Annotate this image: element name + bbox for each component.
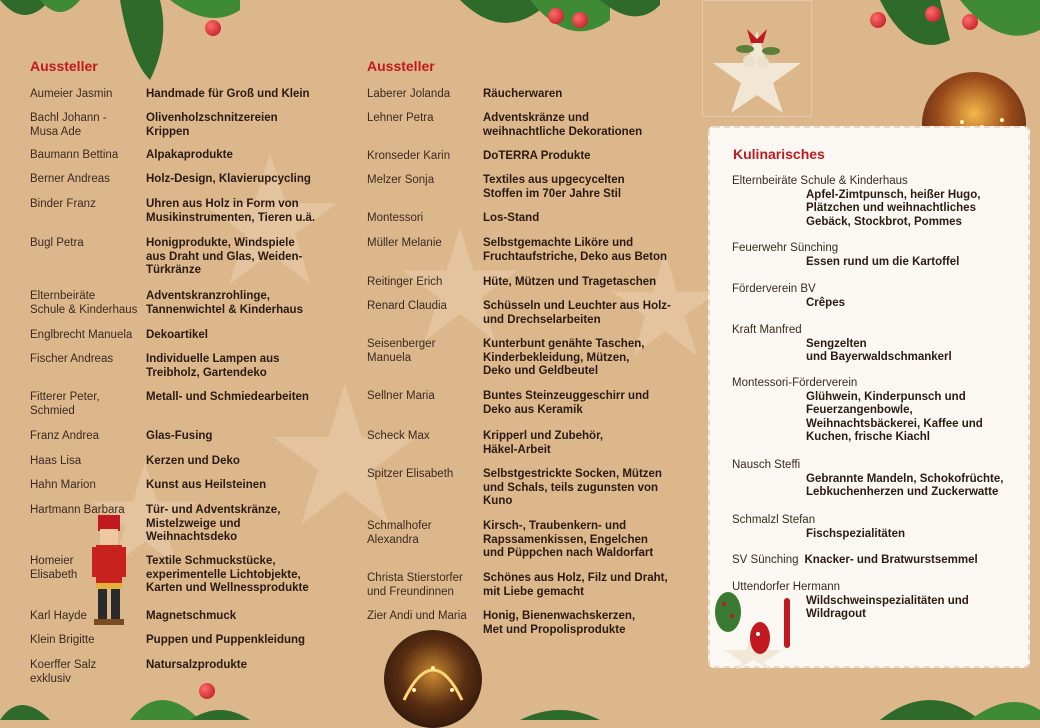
exhibitor-product: Textiles aus upgecycelten Stoffen im 70er Jahre Stil bbox=[483, 174, 625, 200]
exhibitor-name: Aumeier Jasmin bbox=[30, 88, 113, 100]
exhibitor-entry bbox=[30, 479, 266, 493]
holly-leaves-icon bbox=[0, 680, 260, 720]
exhibitor-entry bbox=[367, 150, 591, 164]
exhibitor-entry bbox=[367, 237, 667, 264]
holly-leaves-icon bbox=[0, 0, 80, 30]
exhibitor-entry bbox=[367, 212, 539, 226]
exhibitor-name: Zier Andi und Maria bbox=[367, 610, 467, 622]
holly-leaves-icon bbox=[520, 700, 640, 720]
food-vendor-name: Feuerwehr Sünching bbox=[732, 242, 839, 254]
exhibitor-name: Sellner Maria bbox=[367, 390, 435, 402]
exhibitor-entry bbox=[367, 390, 649, 417]
food-vendor-name: Kraft Manfred bbox=[732, 324, 802, 336]
exhibitor-product: Tür- und Adventskränze, Mistelzweige und Weihnachtsdeko bbox=[146, 504, 281, 543]
food-vendor-items: Sengzelten und Bayerwaldschmankerl bbox=[806, 337, 952, 363]
food-vendor-name: Schmalzl Stefan bbox=[732, 514, 816, 526]
exhibitor-entry bbox=[367, 468, 662, 509]
exhibitor-entry bbox=[30, 237, 302, 278]
exhibitor-product: Kripperl und Zubehör, Häkel-Arbeit bbox=[483, 430, 604, 456]
kulinarisches-heading: Kulinarisches bbox=[733, 146, 825, 162]
exhibitor-name: Spitzer Elisabeth bbox=[367, 468, 454, 480]
exhibitor-entry bbox=[30, 112, 278, 139]
exhibitor-name: Seisenberger Manuela bbox=[367, 338, 436, 364]
exhibitor-entry bbox=[30, 353, 280, 380]
exhibitor-product: Schüsseln und Leuchter aus Holz- und Drechselarbeiten bbox=[483, 300, 671, 326]
exhibitor-product: Honigprodukte, Windspiele aus Draht und Glas, Weiden- Türkränze bbox=[146, 237, 303, 276]
exhibitor-entry bbox=[30, 634, 305, 648]
middle-column-heading: Aussteller bbox=[367, 58, 435, 74]
holly-leaves-icon bbox=[880, 670, 1040, 720]
food-vendor-items: Gebrannte Mandeln, Schokofrüchte, Lebkuchenherzen und Zuckerwatte bbox=[806, 472, 1004, 498]
exhibitor-entry bbox=[30, 329, 208, 343]
berry-icon bbox=[925, 6, 941, 22]
exhibitor-product: Handmade für Groß und Klein bbox=[146, 88, 310, 100]
exhibitor-name: Binder Franz bbox=[30, 198, 96, 210]
exhibitor-name: Renard Claudia bbox=[367, 300, 447, 312]
exhibitor-product: Magnetschmuck bbox=[146, 610, 237, 622]
exhibitor-product: Holz-Design, Klavierupcycling bbox=[146, 173, 311, 185]
exhibitor-entry bbox=[30, 610, 236, 624]
exhibitor-name: Montessori bbox=[367, 212, 424, 224]
exhibitor-product: Los-Stand bbox=[483, 212, 540, 224]
exhibitor-product: Hüte, Mützen und Tragetaschen bbox=[483, 276, 657, 288]
mistletoe-ornament bbox=[702, 0, 812, 117]
exhibitor-product: Honig, Bienenwachskerzen, Met und Propolisprodukte bbox=[483, 610, 636, 636]
exhibitor-product: Selbstgestrickte Socken, Mützen und Schals, teils zugunsten von Kuno bbox=[483, 468, 662, 507]
exhibitor-name: Franz Andrea bbox=[30, 430, 100, 442]
berry-icon bbox=[870, 12, 886, 28]
exhibitor-product: Kunst aus Heilsteinen bbox=[146, 479, 267, 491]
exhibitor-entry bbox=[367, 572, 668, 599]
food-vendor-items: Essen rund um die Kartoffel bbox=[806, 255, 960, 268]
exhibitor-product: Textile Schmuckstücke, experimentelle Lichtobjekte, Karten und Wellnessprodukte bbox=[146, 555, 309, 594]
berry-icon bbox=[962, 14, 978, 30]
exhibitor-name: Karl Hayde bbox=[30, 610, 87, 622]
left-column-heading: Aussteller bbox=[30, 58, 98, 74]
exhibitor-product: DoTERRA Produkte bbox=[483, 150, 591, 162]
market-gate-photo bbox=[384, 630, 482, 728]
food-vendor-entry bbox=[732, 242, 1022, 269]
exhibitor-name: Lehner Petra bbox=[367, 112, 434, 124]
exhibitor-product: Natursalzprodukte bbox=[146, 659, 247, 671]
exhibitor-entry bbox=[367, 174, 625, 201]
holly-leaves-icon bbox=[460, 0, 660, 50]
food-vendor-entry bbox=[732, 175, 1022, 229]
exhibitor-entry bbox=[367, 276, 656, 290]
food-vendor-name: Elternbeiräte Schule & Kinderhaus bbox=[732, 175, 908, 187]
exhibitor-entry bbox=[30, 430, 212, 444]
exhibitor-entry bbox=[30, 391, 309, 418]
exhibitor-name: Koerffer Salz exklusiv bbox=[30, 659, 97, 685]
exhibitor-name: Müller Melanie bbox=[367, 237, 442, 249]
exhibitor-entry bbox=[367, 338, 644, 379]
exhibitor-entry bbox=[30, 555, 309, 596]
exhibitor-name: Reitinger Erich bbox=[367, 276, 443, 288]
berry-icon bbox=[548, 8, 564, 24]
food-vendor-items: Apfel-Zimtpunsch, heißer Hugo, Plätzchen und weihnachtliches Gebäck, Stockbrot, Pommes bbox=[806, 188, 981, 228]
exhibitor-name: Hahn Marion bbox=[30, 479, 96, 491]
exhibitor-entry bbox=[367, 112, 642, 139]
food-vendor-items: Knacker- und Bratwurstsemmel bbox=[804, 554, 978, 566]
exhibitor-name: Haas Lisa bbox=[30, 455, 82, 467]
exhibitor-product: Uhren aus Holz in Form von Musikinstrumenten, Tieren u.ä. bbox=[146, 198, 316, 224]
exhibitor-name: Laberer Jolanda bbox=[367, 88, 451, 100]
exhibitor-product: Kunterbunt genähte Taschen, Kinderbekleidung, Mützen, Deko und Geldbeutel bbox=[483, 338, 645, 377]
exhibitor-entry bbox=[367, 520, 653, 561]
exhibitor-entry bbox=[367, 300, 671, 327]
food-vendor-name: Uttendorfer Hermann bbox=[732, 581, 841, 593]
exhibitor-product: Dekoartikel bbox=[146, 329, 209, 341]
berry-icon bbox=[572, 12, 588, 28]
exhibitor-name: Schmalhofer Alexandra bbox=[367, 520, 432, 546]
exhibitor-product: Puppen und Puppenkleidung bbox=[146, 634, 306, 646]
exhibitor-name: Baumann Bettina bbox=[30, 149, 119, 161]
holly-leaves-icon bbox=[100, 0, 240, 80]
exhibitor-name: Christa Stierstorfer und Freundinnen bbox=[367, 572, 463, 598]
exhibitor-name: Homeier Elisabeth bbox=[30, 555, 78, 581]
food-vendor-name: Nausch Steffi bbox=[732, 459, 801, 471]
food-vendor-items: Wildschweinspezialitäten und Wildragout bbox=[806, 594, 969, 620]
exhibitor-name: Scheck Max bbox=[367, 430, 430, 442]
exhibitor-entry bbox=[30, 504, 280, 545]
food-vendor-entry bbox=[732, 377, 1022, 445]
exhibitor-entry bbox=[30, 149, 233, 163]
exhibitor-name: Melzer Sonja bbox=[367, 174, 435, 186]
exhibitor-entry bbox=[367, 430, 603, 457]
exhibitor-name: Bachl Johann - Musa Ade bbox=[30, 112, 107, 138]
christmas-trees-icon bbox=[708, 590, 798, 670]
exhibitor-product: Räucherwaren bbox=[483, 88, 563, 100]
exhibitor-product: Buntes Steinzeuggeschirr und Deko aus Keramik bbox=[483, 390, 650, 416]
food-vendor-name: Montessori-Förderverein bbox=[732, 377, 858, 389]
food-vendor-entry bbox=[732, 324, 1022, 365]
exhibitor-name: Elternbeiräte Schule & Kinderhaus bbox=[30, 290, 138, 316]
exhibitor-product: Metall- und Schmiedearbeiten bbox=[146, 391, 309, 403]
food-vendor-name: SV Sünching bbox=[732, 554, 799, 566]
exhibitor-name: Englbrecht Manuela bbox=[30, 329, 133, 341]
exhibitor-entry bbox=[30, 88, 310, 102]
food-vendor-name: Förderverein BV bbox=[732, 283, 816, 295]
exhibitor-product: Kerzen und Deko bbox=[146, 455, 240, 467]
food-vendor-entry bbox=[732, 514, 1022, 541]
exhibitor-name: Klein Brigitte bbox=[30, 634, 95, 646]
food-vendor-items: Crêpes bbox=[806, 296, 845, 309]
food-vendor-items: Fischspezialitäten bbox=[806, 527, 906, 540]
exhibitor-entry bbox=[367, 88, 562, 102]
exhibitor-name: Fitterer Peter, Schmied bbox=[30, 391, 100, 417]
exhibitor-entry bbox=[30, 198, 315, 225]
exhibitor-product: Glas-Fusing bbox=[146, 430, 213, 442]
exhibitor-entry bbox=[367, 610, 635, 637]
exhibitor-product: Olivenholzschnitzereien Krippen bbox=[146, 112, 278, 138]
exhibitor-name: Kronseder Karin bbox=[367, 150, 451, 162]
exhibitor-name: Berner Andreas bbox=[30, 173, 110, 185]
exhibitor-entry bbox=[30, 290, 303, 317]
food-vendor-items: Glühwein, Kinderpunsch und Feuerzangenbowle, Weihnachtsbäckerei, Kaffee und Kuchen, frische Kiachl bbox=[806, 390, 983, 443]
exhibitor-entry bbox=[30, 455, 240, 469]
exhibitor-product: Selbstgemachte Liköre und Fruchtaufstriche, Deko aus Beton bbox=[483, 237, 668, 263]
exhibitor-product: Alpakaprodukte bbox=[146, 149, 233, 161]
exhibitor-entry bbox=[30, 659, 247, 686]
food-vendor-entry bbox=[732, 554, 1022, 568]
exhibitor-product: Adventskränze und weihnachtliche Dekorationen bbox=[483, 112, 643, 138]
exhibitor-product: Schönes aus Holz, Filz und Draht, mit Liebe gemacht bbox=[483, 572, 668, 598]
exhibitor-name: Bugl Petra bbox=[30, 237, 84, 249]
food-vendor-entry bbox=[732, 459, 1022, 500]
exhibitor-product: Kirsch-, Traubenkern- und Rapssamenkissen, Engelchen und Püppchen nach Waldorfart bbox=[483, 520, 654, 559]
exhibitor-product: Individuelle Lampen aus Treibholz, Gartendeko bbox=[146, 353, 280, 379]
berry-icon bbox=[205, 20, 221, 36]
star-ornament-icon bbox=[703, 1, 811, 116]
exhibitor-name: Hartmann Barbara bbox=[30, 504, 125, 516]
exhibitor-entry bbox=[30, 173, 311, 187]
food-vendor-entry bbox=[732, 283, 1022, 310]
exhibitor-product: Adventskranzrohlinge, Tannenwichtel & Kinderhaus bbox=[146, 290, 303, 316]
exhibitor-name: Fischer Andreas bbox=[30, 353, 114, 365]
